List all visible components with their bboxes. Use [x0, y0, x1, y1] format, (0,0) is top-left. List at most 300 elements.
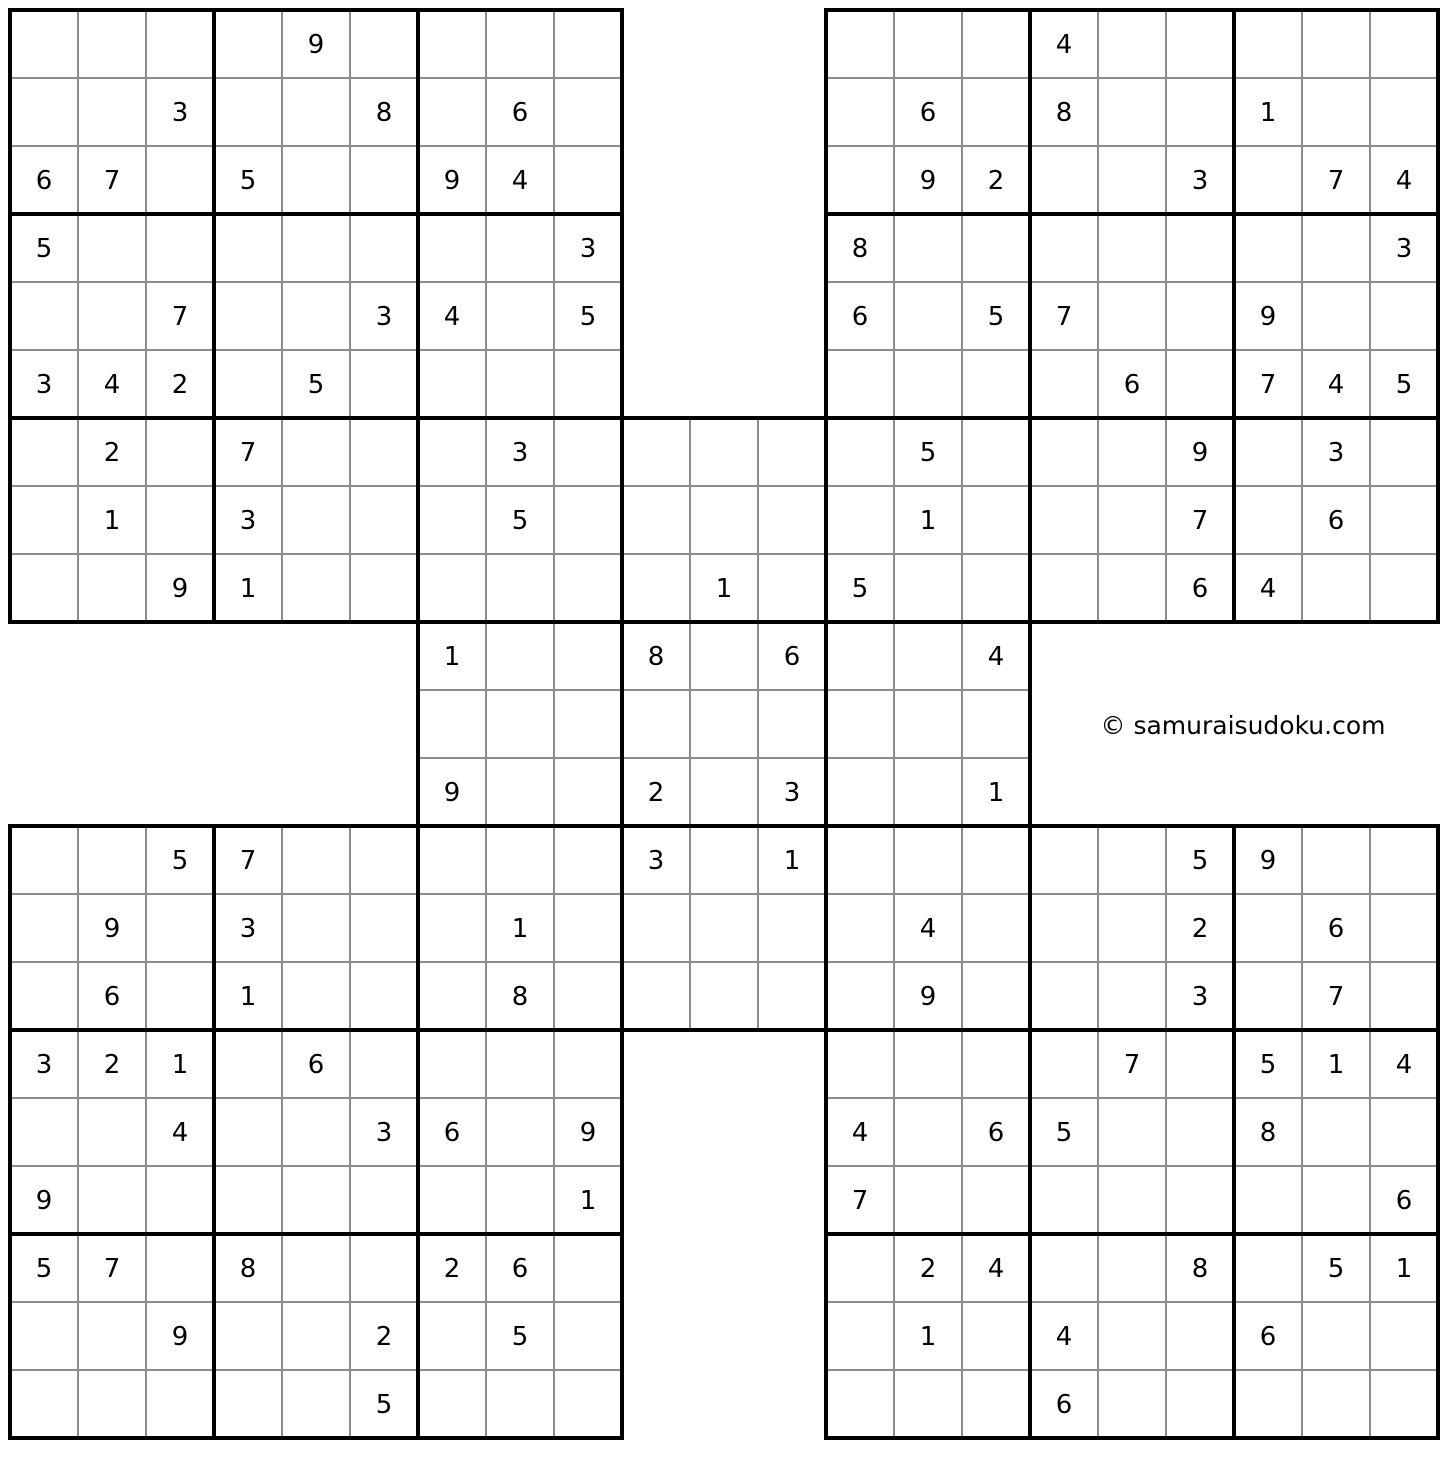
given-digit: 5 [579, 302, 597, 332]
sudoku-cell[interactable] [826, 962, 894, 1030]
given-digit: 3 [375, 302, 393, 332]
sudoku-cell[interactable] [418, 690, 486, 758]
sudoku-cell[interactable] [826, 10, 894, 78]
sudoku-cell[interactable] [826, 146, 894, 214]
sudoku-cell[interactable] [486, 826, 554, 894]
sudoku-cell[interactable] [690, 1030, 758, 1098]
given-digit: 5 [239, 166, 257, 196]
sudoku-cell[interactable] [78, 1098, 146, 1166]
sudoku-cell[interactable] [1098, 78, 1166, 146]
given-digit: 5 [987, 302, 1005, 332]
sudoku-cell[interactable] [894, 554, 962, 622]
sudoku-cell[interactable] [690, 826, 758, 894]
sudoku-cell[interactable] [1370, 10, 1438, 78]
sudoku-cell[interactable] [78, 1166, 146, 1234]
sudoku-cell[interactable] [486, 1166, 554, 1234]
sudoku-cell[interactable] [1302, 1098, 1370, 1166]
sudoku-cell[interactable] [1234, 486, 1302, 554]
sudoku-cell[interactable] [486, 690, 554, 758]
sudoku-cell[interactable] [758, 418, 826, 486]
given-digit: 4 [919, 914, 937, 944]
given-digit: 8 [375, 98, 393, 128]
sudoku-cell[interactable] [1030, 1030, 1098, 1098]
sudoku-cell[interactable] [418, 1370, 486, 1438]
given-digit: 4 [1395, 1050, 1413, 1080]
sudoku-cell[interactable] [10, 10, 78, 78]
sudoku-cell[interactable] [690, 622, 758, 690]
sudoku-cell[interactable] [1302, 1302, 1370, 1370]
sudoku-cell[interactable] [1030, 554, 1098, 622]
sudoku-cell[interactable] [10, 894, 78, 962]
sudoku-cell[interactable] [486, 1030, 554, 1098]
sudoku-cell[interactable] [78, 826, 146, 894]
sudoku-cell[interactable] [690, 418, 758, 486]
sudoku-cell[interactable] [10, 282, 78, 350]
sudoku-cell[interactable] [214, 78, 282, 146]
sudoku-cell[interactable] [1370, 554, 1438, 622]
sudoku-cell[interactable] [826, 350, 894, 418]
given-digit: 6 [1055, 1390, 1073, 1420]
sudoku-cell[interactable] [554, 622, 622, 690]
sudoku-cell[interactable] [826, 418, 894, 486]
sudoku-cell[interactable] [1166, 1030, 1234, 1098]
sudoku-cell[interactable] [1098, 962, 1166, 1030]
sudoku-cell[interactable] [894, 1098, 962, 1166]
given-digit: 1 [1395, 1254, 1413, 1284]
sudoku-cell[interactable] [1370, 418, 1438, 486]
sudoku-cell[interactable] [1370, 894, 1438, 962]
sudoku-cell[interactable] [894, 826, 962, 894]
sudoku-cell[interactable] [1030, 418, 1098, 486]
sudoku-cell[interactable] [894, 690, 962, 758]
sudoku-cell[interactable] [962, 350, 1030, 418]
sudoku-cell[interactable] [554, 486, 622, 554]
given-digit: 6 [919, 98, 937, 128]
sudoku-cell[interactable] [350, 146, 418, 214]
sudoku-cell[interactable] [554, 1234, 622, 1302]
given-digit: 6 [103, 982, 121, 1012]
sudoku-cell[interactable] [962, 486, 1030, 554]
sudoku-cell[interactable] [962, 418, 1030, 486]
sudoku-cell[interactable] [1370, 1370, 1438, 1438]
sudoku-cell[interactable] [962, 690, 1030, 758]
sudoku-cell[interactable] [894, 622, 962, 690]
sudoku-cell[interactable] [962, 1166, 1030, 1234]
given-digit: 5 [307, 370, 325, 400]
sudoku-cell[interactable] [10, 554, 78, 622]
sudoku-cell[interactable] [146, 962, 214, 1030]
given-digit: 2 [1191, 914, 1209, 944]
sudoku-cell[interactable] [1098, 214, 1166, 282]
sudoku-cell[interactable] [78, 282, 146, 350]
sudoku-cell[interactable] [486, 758, 554, 826]
sudoku-cell[interactable] [1098, 554, 1166, 622]
sudoku-cell[interactable] [78, 1302, 146, 1370]
given-digit: 4 [511, 166, 529, 196]
sudoku-cell[interactable] [1370, 486, 1438, 554]
sudoku-cell[interactable] [826, 826, 894, 894]
sudoku-cell[interactable] [214, 1302, 282, 1370]
given-digit: 1 [103, 506, 121, 536]
sudoku-cell[interactable] [214, 1098, 282, 1166]
sudoku-cell[interactable] [146, 486, 214, 554]
given-digit: 7 [239, 846, 257, 876]
sudoku-cell[interactable] [554, 78, 622, 146]
sudoku-cell[interactable] [418, 962, 486, 1030]
sudoku-cell[interactable] [1030, 1166, 1098, 1234]
sudoku-cell[interactable] [486, 214, 554, 282]
sudoku-cell[interactable] [486, 554, 554, 622]
sudoku-cell[interactable] [418, 10, 486, 78]
sudoku-cell[interactable] [554, 1030, 622, 1098]
given-digit: 4 [1055, 1322, 1073, 1352]
sudoku-cell[interactable] [962, 78, 1030, 146]
sudoku-cell[interactable] [418, 826, 486, 894]
given-digit: 6 [35, 166, 53, 196]
sudoku-cell[interactable] [1166, 1098, 1234, 1166]
sudoku-cell[interactable] [554, 1370, 622, 1438]
given-digit: 5 [919, 438, 937, 468]
sudoku-cell[interactable] [1098, 1098, 1166, 1166]
sudoku-cell[interactable] [1098, 486, 1166, 554]
sudoku-cell[interactable] [10, 1302, 78, 1370]
sudoku-cell[interactable] [10, 1098, 78, 1166]
sudoku-cell[interactable] [826, 758, 894, 826]
given-digit: 6 [1259, 1322, 1277, 1352]
sudoku-cell[interactable] [1234, 1370, 1302, 1438]
sudoku-cell[interactable] [622, 962, 690, 1030]
sudoku-cell[interactable] [826, 78, 894, 146]
sudoku-cell[interactable] [1030, 894, 1098, 962]
sudoku-cell[interactable] [1166, 214, 1234, 282]
given-digit: 9 [579, 1118, 597, 1148]
given-digit: 3 [1327, 438, 1345, 468]
sudoku-cell[interactable] [1234, 418, 1302, 486]
sudoku-cell[interactable] [1166, 1370, 1234, 1438]
sudoku-cell[interactable] [622, 1030, 690, 1098]
sudoku-cell[interactable] [10, 418, 78, 486]
sudoku-cell[interactable] [758, 962, 826, 1030]
sudoku-cell[interactable] [1166, 350, 1234, 418]
given-digit: 8 [239, 1254, 257, 1284]
sudoku-cell[interactable] [350, 1030, 418, 1098]
given-digit: 1 [715, 574, 733, 604]
sudoku-cell[interactable] [758, 554, 826, 622]
sudoku-cell[interactable] [282, 214, 350, 282]
sudoku-cell[interactable] [282, 554, 350, 622]
sudoku-cell[interactable] [1098, 1302, 1166, 1370]
sudoku-cell[interactable] [1234, 214, 1302, 282]
sudoku-cell[interactable] [962, 10, 1030, 78]
sudoku-cell[interactable] [894, 1166, 962, 1234]
sudoku-cell[interactable] [1098, 418, 1166, 486]
sudoku-cell[interactable] [1098, 282, 1166, 350]
sudoku-cell[interactable] [554, 10, 622, 78]
sudoku-cell[interactable] [690, 758, 758, 826]
sudoku-cell[interactable] [282, 826, 350, 894]
sudoku-cell[interactable] [282, 1234, 350, 1302]
sudoku-cell[interactable] [78, 554, 146, 622]
sudoku-cell[interactable] [690, 690, 758, 758]
sudoku-cell[interactable] [690, 962, 758, 1030]
sudoku-cell[interactable] [1234, 10, 1302, 78]
given-digit: 3 [647, 846, 665, 876]
sudoku-cell[interactable] [1098, 894, 1166, 962]
sudoku-cell[interactable] [554, 554, 622, 622]
sudoku-cell[interactable] [282, 894, 350, 962]
given-digit: 6 [443, 1118, 461, 1148]
given-digit: 2 [375, 1322, 393, 1352]
given-digit: 8 [851, 234, 869, 264]
sudoku-cell[interactable] [282, 1098, 350, 1166]
sudoku-cell[interactable] [622, 486, 690, 554]
sudoku-cell[interactable] [1030, 214, 1098, 282]
sudoku-cell[interactable] [418, 486, 486, 554]
sudoku-cell[interactable] [554, 962, 622, 1030]
sudoku-cell[interactable] [146, 214, 214, 282]
sudoku-cell[interactable] [282, 282, 350, 350]
sudoku-cell[interactable] [486, 622, 554, 690]
given-digit: 9 [171, 574, 189, 604]
sudoku-cell[interactable] [418, 418, 486, 486]
sudoku-cell[interactable] [1030, 146, 1098, 214]
site-credit: © samuraisudoku.com [1100, 711, 1386, 740]
sudoku-cell[interactable] [146, 1234, 214, 1302]
sudoku-cell[interactable] [554, 350, 622, 418]
sudoku-cell[interactable] [690, 894, 758, 962]
sudoku-cell[interactable] [1098, 10, 1166, 78]
sudoku-cell[interactable] [758, 486, 826, 554]
sudoku-cell[interactable] [1030, 486, 1098, 554]
sudoku-cell[interactable] [894, 10, 962, 78]
sudoku-cell[interactable] [418, 350, 486, 418]
sudoku-cell[interactable] [146, 418, 214, 486]
sudoku-cell[interactable] [78, 10, 146, 78]
sudoku-cell[interactable] [1234, 1234, 1302, 1302]
sudoku-cell[interactable] [1166, 282, 1234, 350]
sudoku-cell[interactable] [554, 690, 622, 758]
given-digit: 3 [35, 370, 53, 400]
given-digit: 9 [919, 982, 937, 1012]
given-digit: 2 [919, 1254, 937, 1284]
sudoku-cell[interactable] [1302, 826, 1370, 894]
sudoku-cell[interactable] [350, 826, 418, 894]
sudoku-cell[interactable] [78, 78, 146, 146]
given-digit: 1 [1327, 1050, 1345, 1080]
sudoku-cell[interactable] [554, 418, 622, 486]
sudoku-cell[interactable] [350, 554, 418, 622]
sudoku-cell[interactable] [146, 146, 214, 214]
sudoku-cell[interactable] [1166, 10, 1234, 78]
sudoku-cell[interactable] [554, 826, 622, 894]
sudoku-cell[interactable] [758, 690, 826, 758]
sudoku-cell[interactable] [146, 894, 214, 962]
given-digit: 3 [171, 98, 189, 128]
sudoku-cell[interactable] [554, 1302, 622, 1370]
sudoku-cell[interactable] [486, 282, 554, 350]
sudoku-cell[interactable] [1098, 826, 1166, 894]
sudoku-cell[interactable] [1166, 78, 1234, 146]
sudoku-cell[interactable] [1030, 1234, 1098, 1302]
sudoku-cell[interactable] [1370, 962, 1438, 1030]
sudoku-cell[interactable] [622, 418, 690, 486]
sudoku-cell[interactable] [1302, 1166, 1370, 1234]
sudoku-cell[interactable] [1098, 1234, 1166, 1302]
given-digit: 9 [307, 30, 325, 60]
sudoku-cell[interactable] [486, 10, 554, 78]
sudoku-cell[interactable] [214, 350, 282, 418]
sudoku-cell[interactable] [690, 486, 758, 554]
sudoku-cell[interactable] [758, 1030, 826, 1098]
given-digit: 9 [1191, 438, 1209, 468]
sudoku-cell[interactable] [282, 1370, 350, 1438]
sudoku-cell[interactable] [1098, 1370, 1166, 1438]
sudoku-cell[interactable] [1098, 1166, 1166, 1234]
sudoku-cell[interactable] [1302, 1370, 1370, 1438]
sudoku-cell[interactable] [1234, 146, 1302, 214]
sudoku-cell[interactable] [10, 826, 78, 894]
sudoku-cell[interactable] [758, 894, 826, 962]
sudoku-cell[interactable] [282, 1166, 350, 1234]
sudoku-cell[interactable] [826, 1302, 894, 1370]
sudoku-cell[interactable] [962, 962, 1030, 1030]
sudoku-cell[interactable] [10, 962, 78, 1030]
sudoku-cell[interactable] [350, 962, 418, 1030]
sudoku-cell[interactable] [78, 214, 146, 282]
given-digit: 4 [103, 370, 121, 400]
sudoku-cell[interactable] [622, 690, 690, 758]
sudoku-cell[interactable] [1302, 554, 1370, 622]
sudoku-cell[interactable] [962, 1370, 1030, 1438]
sudoku-cell[interactable] [214, 214, 282, 282]
sudoku-cell[interactable] [418, 554, 486, 622]
sudoku-cell[interactable] [214, 10, 282, 78]
given-digit: 5 [35, 234, 53, 264]
sudoku-cell[interactable] [962, 554, 1030, 622]
sudoku-cell[interactable] [894, 282, 962, 350]
given-digit: 1 [239, 982, 257, 1012]
sudoku-cell[interactable] [146, 10, 214, 78]
sudoku-cell[interactable] [826, 1370, 894, 1438]
sudoku-cell[interactable] [350, 10, 418, 78]
given-digit: 1 [171, 1050, 189, 1080]
sudoku-cell[interactable] [78, 1370, 146, 1438]
sudoku-cell[interactable] [418, 78, 486, 146]
sudoku-cell[interactable] [282, 78, 350, 146]
given-digit: 5 [511, 506, 529, 536]
sudoku-cell[interactable] [350, 486, 418, 554]
sudoku-cell[interactable] [418, 1166, 486, 1234]
sudoku-cell[interactable] [350, 1234, 418, 1302]
sudoku-cell[interactable] [418, 1030, 486, 1098]
sudoku-cell[interactable] [554, 146, 622, 214]
sudoku-cell[interactable] [282, 962, 350, 1030]
sudoku-cell[interactable] [1302, 78, 1370, 146]
sudoku-cell[interactable] [282, 146, 350, 214]
given-digit: 3 [511, 438, 529, 468]
sudoku-cell[interactable] [350, 894, 418, 962]
sudoku-cell[interactable] [894, 758, 962, 826]
sudoku-cell[interactable] [554, 758, 622, 826]
sudoku-cell[interactable] [894, 1370, 962, 1438]
sudoku-cell[interactable] [10, 1370, 78, 1438]
sudoku-cell[interactable] [350, 418, 418, 486]
sudoku-cell[interactable] [826, 622, 894, 690]
sudoku-cell[interactable] [894, 350, 962, 418]
sudoku-cell[interactable] [1302, 282, 1370, 350]
sudoku-cell[interactable] [1370, 1302, 1438, 1370]
sudoku-cell[interactable] [1302, 10, 1370, 78]
sudoku-cell[interactable] [10, 78, 78, 146]
given-digit: 9 [171, 1322, 189, 1352]
sudoku-cell[interactable] [894, 214, 962, 282]
sudoku-cell[interactable] [1030, 962, 1098, 1030]
sudoku-cell[interactable] [350, 1166, 418, 1234]
sudoku-cell[interactable] [1370, 1098, 1438, 1166]
sudoku-cell[interactable] [826, 1234, 894, 1302]
sudoku-cell[interactable] [622, 894, 690, 962]
sudoku-cell[interactable] [282, 418, 350, 486]
given-digit: 6 [307, 1050, 325, 1080]
sudoku-cell[interactable] [1234, 962, 1302, 1030]
sudoku-cell[interactable] [282, 1302, 350, 1370]
given-digit: 5 [851, 574, 869, 604]
sudoku-cell[interactable] [962, 894, 1030, 962]
sudoku-cell[interactable] [10, 486, 78, 554]
sudoku-cell[interactable] [1030, 350, 1098, 418]
sudoku-cell[interactable] [418, 1302, 486, 1370]
sudoku-cell[interactable] [826, 894, 894, 962]
sudoku-cell[interactable] [1370, 78, 1438, 146]
sudoku-cell[interactable] [962, 1302, 1030, 1370]
sudoku-cell[interactable] [486, 1370, 554, 1438]
sudoku-cell[interactable] [486, 350, 554, 418]
sudoku-cell[interactable] [486, 1098, 554, 1166]
sudoku-cell[interactable] [622, 554, 690, 622]
sudoku-cell[interactable] [1234, 1166, 1302, 1234]
sudoku-cell[interactable] [1234, 894, 1302, 962]
sudoku-cell[interactable] [1302, 214, 1370, 282]
given-digit: 7 [1055, 302, 1073, 332]
sudoku-cell[interactable] [1030, 826, 1098, 894]
sudoku-cell[interactable] [418, 894, 486, 962]
sudoku-cell[interactable] [146, 1370, 214, 1438]
sudoku-cell[interactable] [350, 350, 418, 418]
sudoku-cell[interactable] [962, 826, 1030, 894]
given-digit: 9 [103, 914, 121, 944]
sudoku-cell[interactable] [1166, 1166, 1234, 1234]
sudoku-cell[interactable] [962, 214, 1030, 282]
sudoku-cell[interactable] [350, 214, 418, 282]
sudoku-cell[interactable] [146, 1166, 214, 1234]
sudoku-cell[interactable] [418, 214, 486, 282]
sudoku-cell[interactable] [1370, 282, 1438, 350]
sudoku-cell[interactable] [214, 1370, 282, 1438]
sudoku-cell[interactable] [826, 690, 894, 758]
given-digit: 6 [1327, 506, 1345, 536]
sudoku-cell[interactable] [554, 894, 622, 962]
sudoku-cell[interactable] [214, 1030, 282, 1098]
given-digit: 9 [443, 166, 461, 196]
sudoku-cell[interactable] [1370, 826, 1438, 894]
sudoku-cell[interactable] [214, 1166, 282, 1234]
given-digit: 4 [851, 1118, 869, 1148]
sudoku-cell[interactable] [826, 486, 894, 554]
sudoku-cell[interactable] [1166, 1302, 1234, 1370]
sudoku-cell[interactable] [282, 486, 350, 554]
sudoku-cell[interactable] [214, 282, 282, 350]
sudoku-cell[interactable] [1098, 146, 1166, 214]
